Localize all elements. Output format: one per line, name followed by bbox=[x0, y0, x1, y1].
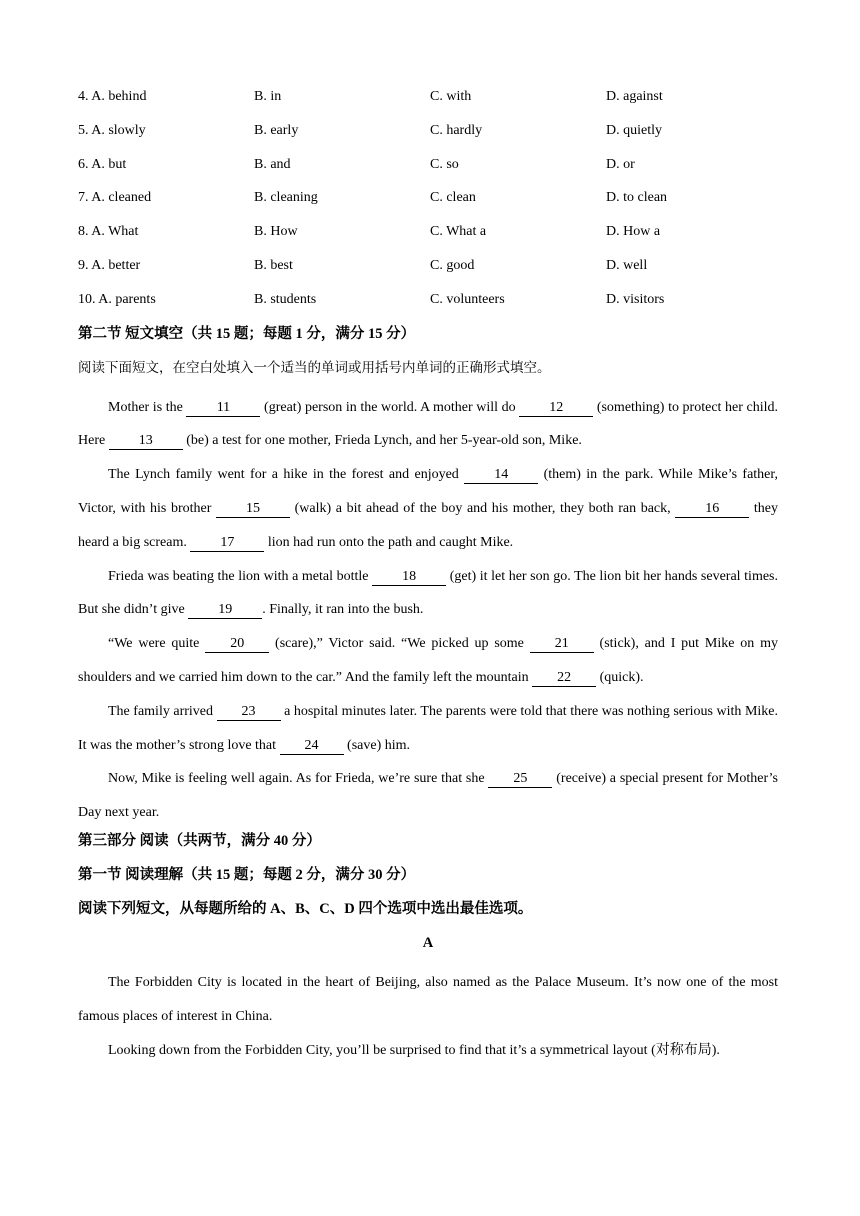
option-a: 9. A. better bbox=[78, 257, 141, 273]
blank-21: 21 bbox=[530, 636, 594, 653]
passage-paragraph: The Forbidden City is located in the heart of Beijing, also named as the Palace Museum. It’s now one of the most famous places of interest in China. bbox=[78, 974, 778, 1024]
option-d: D. How a bbox=[606, 224, 661, 240]
passage-paragraph: The Lynch family went for a hike in the forest and enjoyed 14 (them) in the park. While Mike’s father, Victor, with his brother 15 (walk) a bit ahead of the boy and his mother, they both ran back, 16 they heard a big scream. 17 lion had run onto the path and caught Mike. bbox=[78, 467, 778, 550]
option-row bbox=[78, 289, 778, 323]
blank-23: 23 bbox=[217, 704, 281, 721]
option-c: C. good bbox=[430, 257, 475, 273]
passage-paragraph: Mother is the 11 (great) person in the world. A mother will do 12 (something) to protect her child. Here 13 (be) a test for one mother, Frieda Lynch, and her 5-year-old son, Mike. bbox=[78, 399, 778, 449]
option-c: C. clean bbox=[430, 190, 476, 206]
option-d: D. visitors bbox=[606, 291, 665, 307]
option-row bbox=[78, 154, 778, 188]
option-b: B. and bbox=[254, 156, 291, 172]
blank-22: 22 bbox=[532, 670, 596, 687]
blank-12: 12 bbox=[519, 400, 593, 417]
passage-paragraph: Looking down from the Forbidden City, you’ll be surprised to find that it’s a symmetrical layout (对称布局). bbox=[108, 1042, 720, 1058]
passage-label: A bbox=[422, 934, 434, 951]
blank-15: 15 bbox=[216, 501, 290, 518]
option-c: C. so bbox=[430, 156, 459, 172]
option-a: 8. A. What bbox=[78, 224, 139, 240]
blank-20: 20 bbox=[205, 636, 269, 653]
blank-14: 14 bbox=[464, 467, 538, 484]
option-row bbox=[78, 120, 778, 154]
option-d: D. quietly bbox=[606, 122, 662, 138]
option-b: B. cleaning bbox=[254, 190, 318, 206]
option-row bbox=[78, 187, 778, 221]
option-a: 5. A. slowly bbox=[78, 122, 146, 138]
option-b: B. students bbox=[254, 291, 317, 307]
option-d: D. to clean bbox=[606, 190, 668, 206]
option-a: 6. A. but bbox=[78, 156, 127, 172]
option-b: B. How bbox=[254, 224, 298, 240]
option-a: 4. A. behind bbox=[78, 89, 147, 104]
option-a: 10. A. parents bbox=[78, 291, 156, 307]
section-instruction: 阅读下面短文，在空白处填入一个适当的单词或用括号内单词的正确形式填空。 bbox=[78, 359, 551, 375]
option-c: C. with bbox=[430, 89, 472, 104]
blank-24: 24 bbox=[280, 738, 344, 755]
option-row bbox=[78, 221, 778, 255]
blank-17: 17 bbox=[190, 535, 264, 552]
option-c: C. hardly bbox=[430, 122, 483, 138]
blank-13: 13 bbox=[109, 433, 183, 450]
option-c: C. volunteers bbox=[430, 291, 505, 307]
option-a: 7. A. cleaned bbox=[78, 190, 152, 206]
blank-11: 11 bbox=[186, 400, 260, 417]
option-b: B. in bbox=[254, 89, 282, 104]
passage-paragraph: “We were quite 20 (scare),” Victor said. “We picked up some 21 (stick), and I put Mike on my shoulders and we carried him down to the car.” And the family left the mountain 22 (quick). bbox=[78, 636, 778, 685]
part-heading: 第三部分 阅读（共两节，满分 40 分） bbox=[78, 832, 321, 849]
options-list bbox=[78, 86, 778, 323]
passage-paragraph: Frieda was beating the lion with a metal bottle 18 (get) it let her son go. The lion bit her hands several times. But she didn’t give 19 . Finally, it ran into the bush. bbox=[78, 568, 778, 618]
option-row bbox=[78, 86, 778, 120]
passage-paragraph: The family arrived 23 a hospital minutes later. The parents were told that there was nothing serious with Mike. It was the mother’s strong love that 24 (save) him. bbox=[78, 703, 778, 753]
option-b: B. early bbox=[254, 122, 299, 138]
section-instruction: 阅读下列短文，从每题所给的 A、B、C、D 四个选项中选出最佳选项。 bbox=[78, 900, 533, 917]
option-row bbox=[78, 255, 778, 289]
passage-paragraph: Now, Mike is feeling well again. As for Frieda, we’re sure that she 25 (receive) a special present for Mother’s Day next year. bbox=[78, 771, 778, 821]
option-d: D. against bbox=[606, 89, 663, 104]
option-d: D. well bbox=[606, 257, 648, 273]
document-page bbox=[78, 86, 778, 1067]
option-d: D. or bbox=[606, 156, 635, 172]
blank-18: 18 bbox=[372, 569, 446, 586]
blank-19: 19 bbox=[188, 602, 262, 619]
option-c: C. What a bbox=[430, 224, 487, 240]
section-heading: 第一节 阅读理解（共 15 题；每题 2 分，满分 30 分） bbox=[78, 866, 416, 883]
option-b: B. best bbox=[254, 257, 293, 273]
blank-25: 25 bbox=[488, 771, 552, 788]
section-heading: 第二节 短文填空（共 15 题；每题 1 分，满分 15 分） bbox=[78, 325, 416, 342]
blank-16: 16 bbox=[675, 501, 749, 518]
